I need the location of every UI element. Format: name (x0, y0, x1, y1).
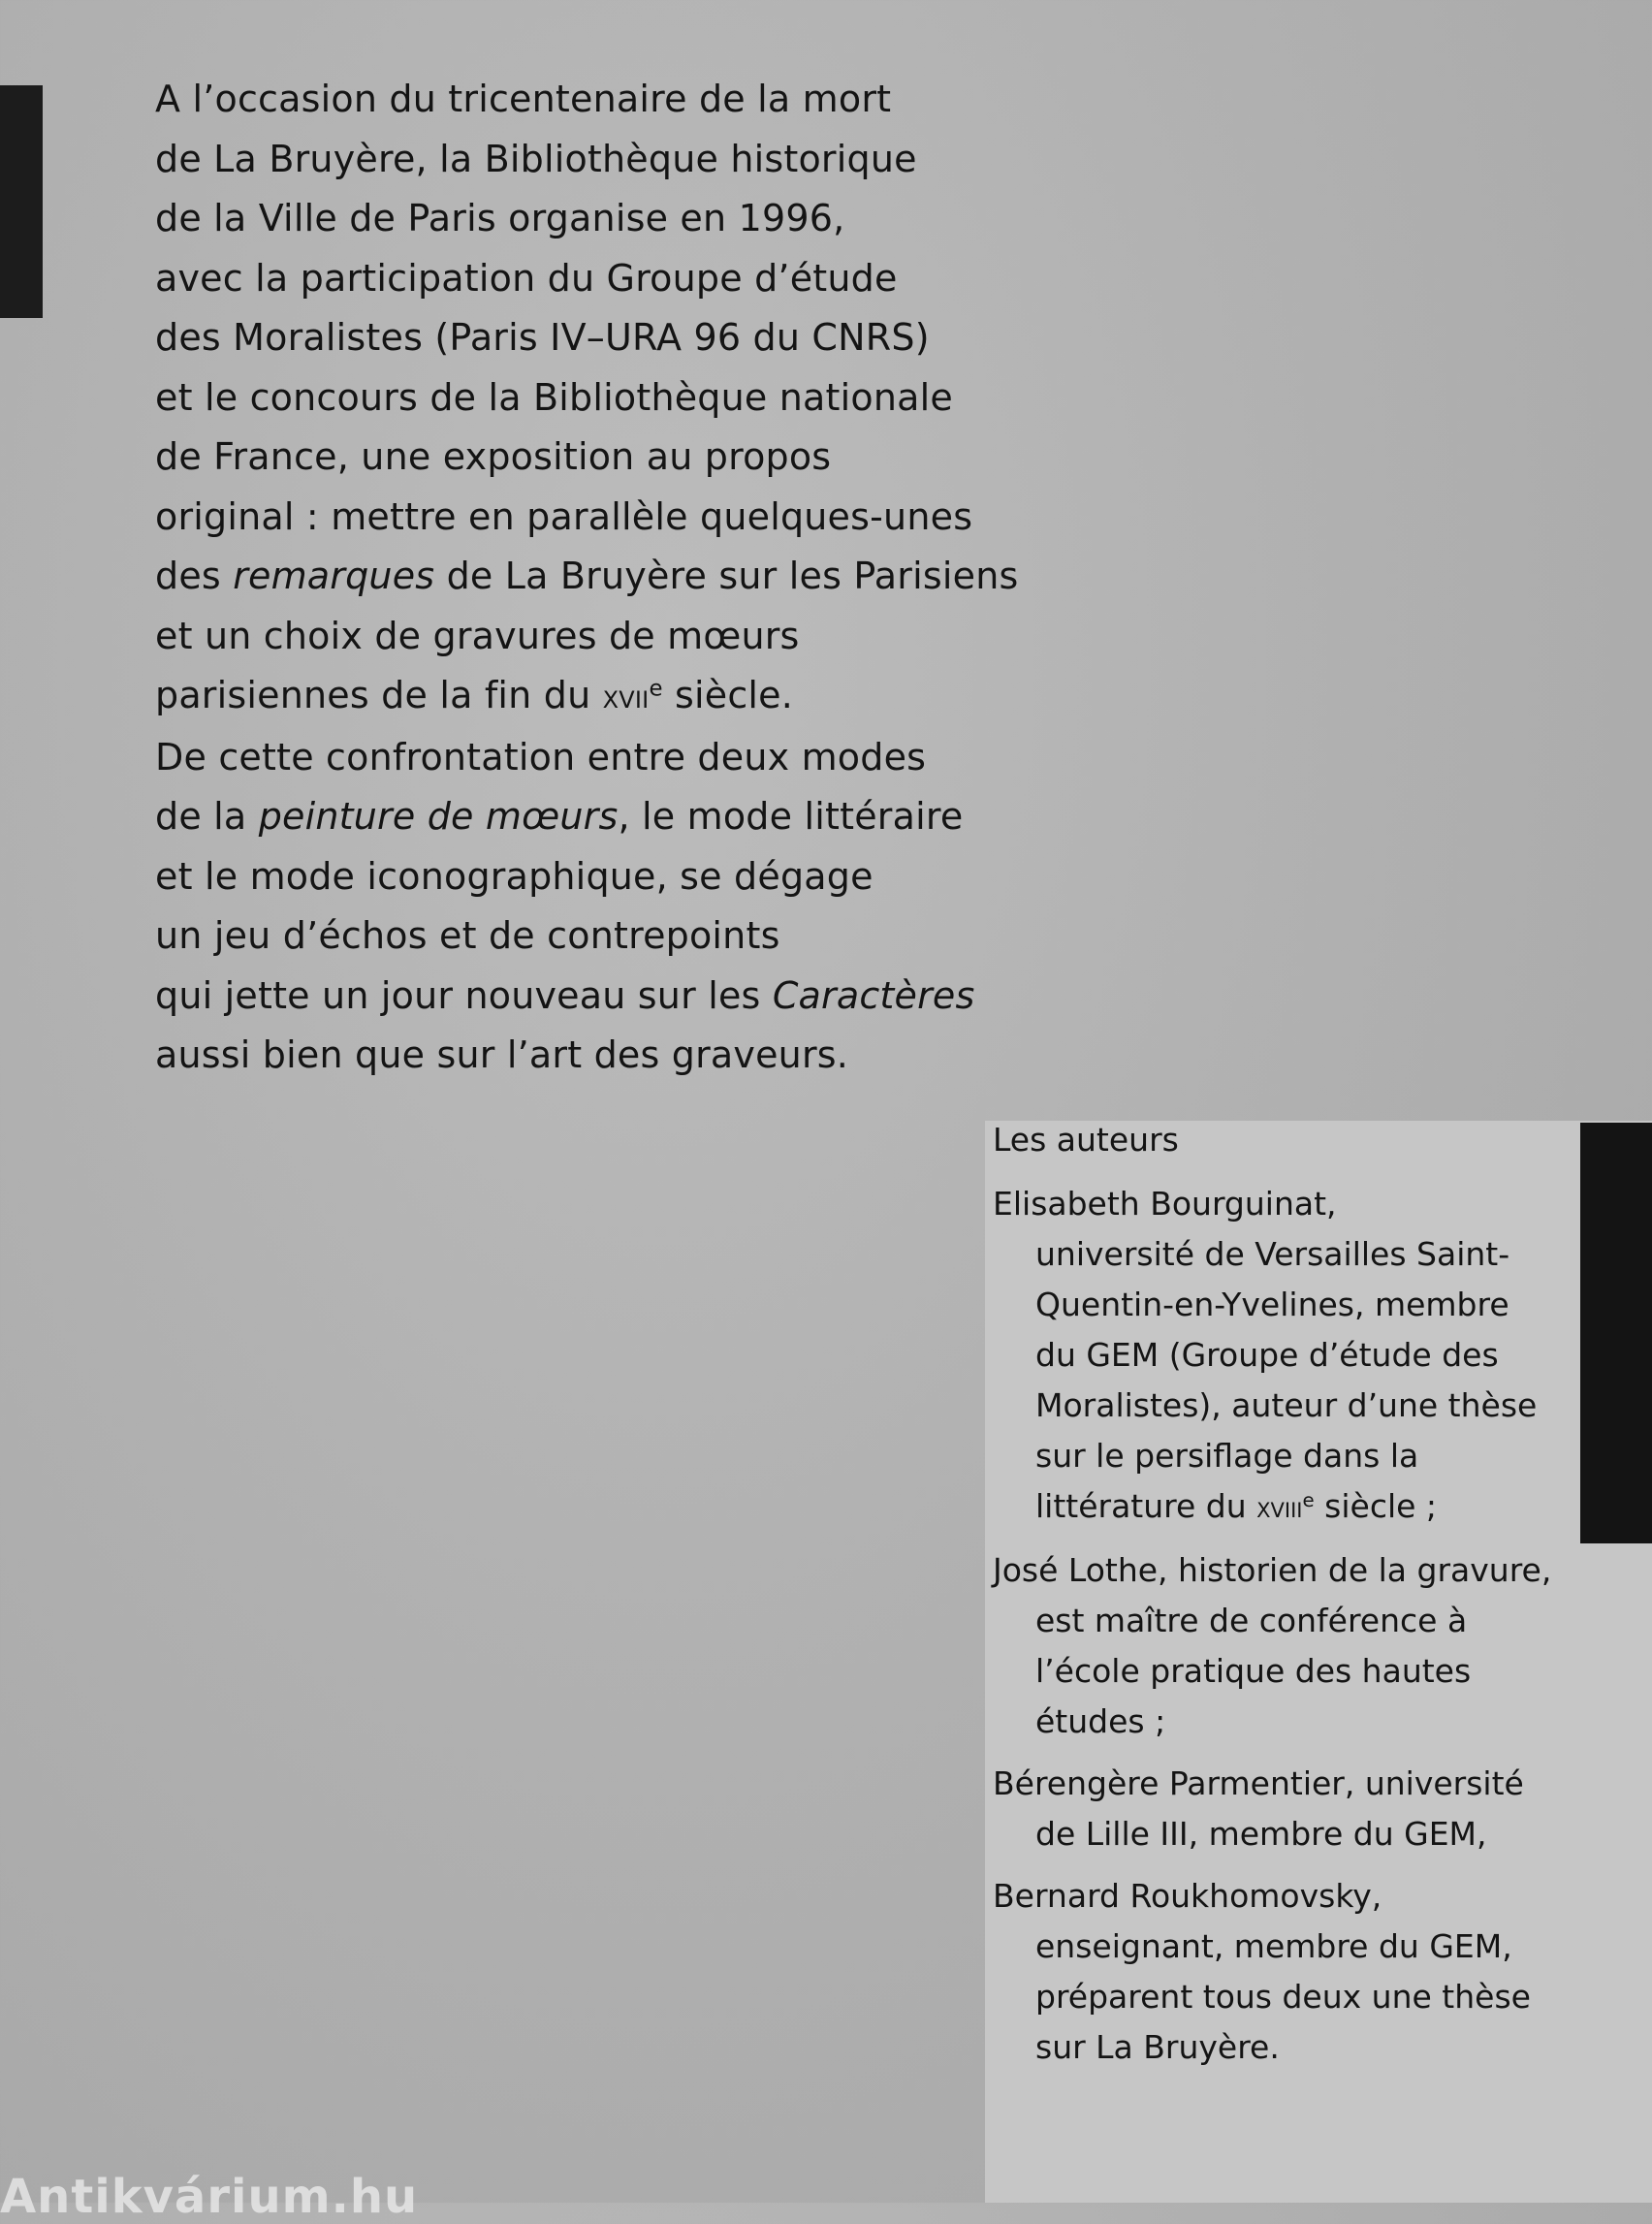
right-edge-bar (1580, 1123, 1652, 1543)
main-line: de France, une exposition au propos (155, 435, 832, 478)
author-entry (993, 1545, 1574, 1747)
text-fragment: siècle ; (1314, 1487, 1438, 1525)
left-edge-bar (0, 85, 43, 318)
main-line: de La Bruyère, la Bibliothèque historique (155, 137, 917, 180)
author-detail: l’école pratique des hautes (1035, 1652, 1472, 1690)
century-numeral: xviii (1256, 1491, 1303, 1525)
watermark: Antikvárium.hu (0, 2170, 419, 2224)
superscript: e (1302, 1489, 1315, 1512)
author-detail: études ; (1035, 1702, 1166, 1740)
text-fragment: de la (155, 795, 259, 838)
main-line: aussi bien que sur l’art des graveurs. (155, 1033, 849, 1076)
authors-section (993, 1115, 1574, 2084)
main-line (155, 787, 1008, 847)
main-line: de la Ville de Paris organise en 1996, (155, 197, 845, 239)
main-line: A l’occasion du tricentenaire de la mort (155, 78, 892, 120)
main-line: original : mettre en parallèle quelques-unes (155, 494, 973, 538)
italic-caracteres: Caractères (772, 973, 975, 1017)
text-fragment: de La Bruyère sur les Parisiens (434, 555, 1019, 597)
author-detail: enseignant, membre du GEM, (1035, 1927, 1512, 1965)
superscript: e (649, 676, 663, 702)
author-detail: sur La Bruyère. (1035, 2028, 1280, 2066)
text-fragment: siècle. (662, 674, 794, 716)
author-detail: Quentin-en-Yvelines, membre (1035, 1286, 1509, 1323)
italic-peinture-de-moeurs: peinture de mœurs (258, 795, 619, 838)
author-detail: de Lille III, membre du GEM, (1035, 1815, 1487, 1853)
author-detail: est maître de conférence à (1035, 1602, 1468, 1639)
text-fragment: littérature du (1035, 1487, 1257, 1525)
main-line (155, 547, 1019, 607)
author-name: Bernard Roukhomovsky, (993, 1877, 1382, 1915)
author-entry (993, 1759, 1574, 1859)
author-detail: université de Versailles Saint- (1035, 1235, 1510, 1273)
main-line: et le concours de la Bibliothèque nationale (155, 375, 953, 419)
main-line: avec la participation du Groupe d’étude (155, 256, 898, 300)
author-name: José Lothe, historien de la gravure, (993, 1551, 1552, 1589)
author-detail: Moralistes), auteur d’une thèse (1035, 1386, 1538, 1424)
text-fragment: , le mode littéraire (618, 795, 964, 838)
text-fragment: qui jette un jour nouveau sur les (155, 973, 773, 1017)
author-detail: sur le persiflage dans la (1035, 1437, 1419, 1475)
author-name: Elisabeth Bourguinat, (993, 1185, 1337, 1223)
author-detail (993, 1481, 1574, 1534)
main-line (155, 666, 1008, 728)
author-entry (993, 1871, 1574, 2073)
main-paragraph (155, 70, 1019, 1086)
author-entry (993, 1179, 1574, 1534)
main-line: et le mode iconographique, se dégage (155, 854, 874, 898)
text-fragment: des (155, 555, 234, 597)
author-name: Bérengère Parmentier, université (993, 1764, 1524, 1802)
author-detail: du GEM (Groupe d’étude des (1035, 1336, 1499, 1374)
main-line: et un choix de gravures de mœurs (155, 614, 800, 657)
italic-remarques: remarques (233, 555, 435, 597)
main-line: des Moralistes (Paris IV–URA 96 du CNRS) (155, 316, 930, 359)
main-line: un jeu d’échos et de contrepoints (155, 914, 780, 957)
text-fragment: parisiennes de la fin du (155, 674, 603, 716)
century-numeral: xvii (602, 678, 650, 716)
main-line: De cette confrontation entre deux modes (155, 735, 927, 778)
main-line (155, 967, 1008, 1027)
authors-heading: Les auteurs (993, 1121, 1179, 1159)
author-detail: préparent tous deux une thèse (1035, 1978, 1531, 2016)
